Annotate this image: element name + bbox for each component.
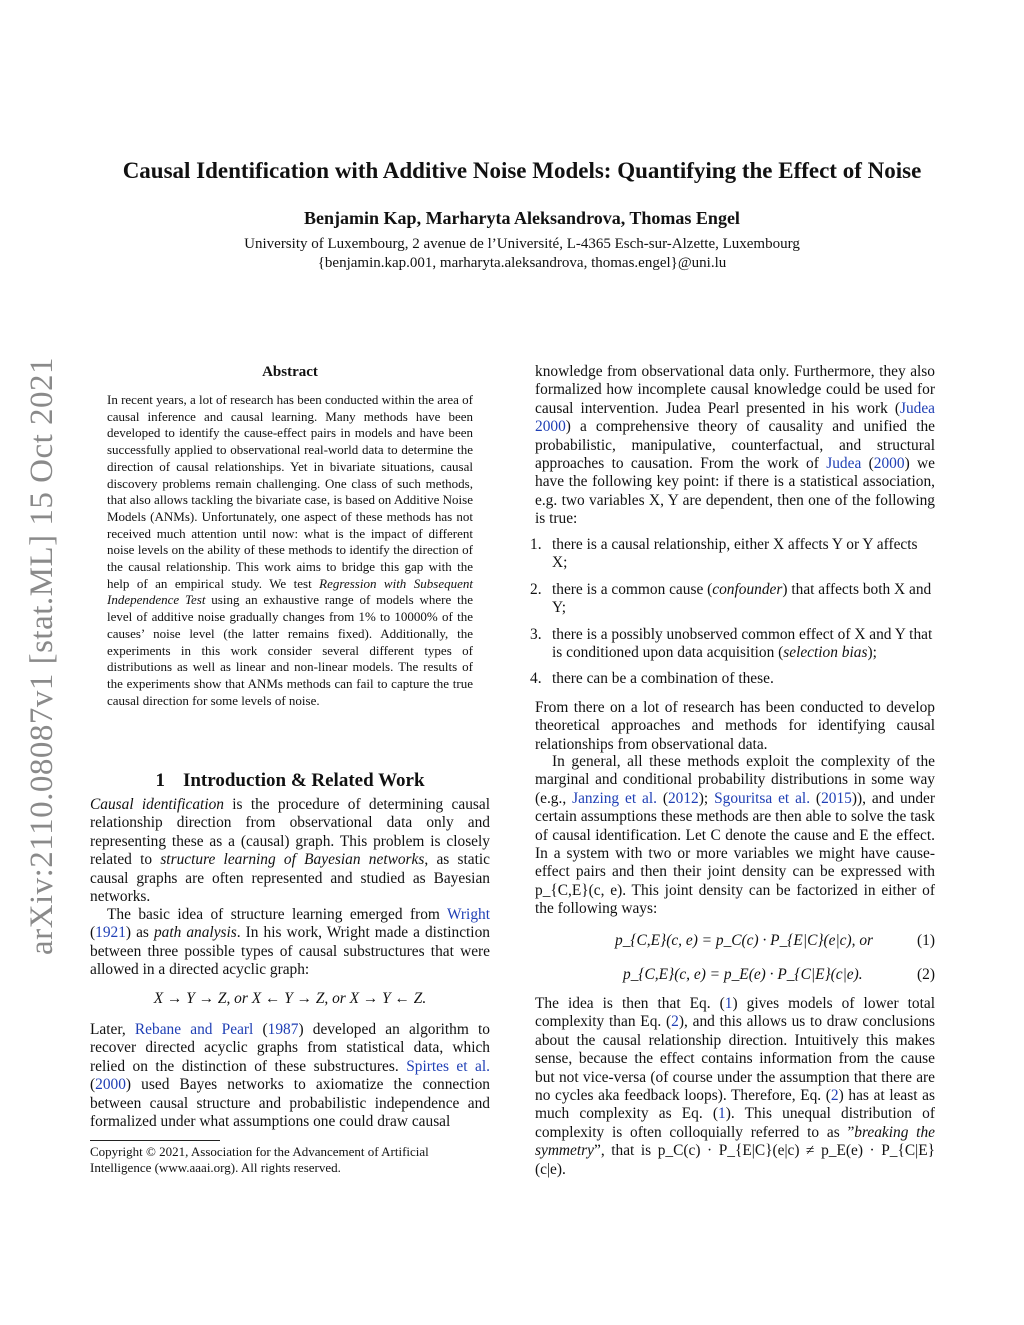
citation-year-link[interactable]: 2012 — [667, 789, 699, 807]
conditions-list — [530, 536, 935, 697]
intro-paragraph-1: Causal identification is the procedure of determining causal relationship direction from observational data only and representing these as a (causal) graph. This problem is closely related to structure learning of Bayesian networks, as static causal graphs are often represented and studied as Bayesian networks. — [90, 796, 490, 906]
copyright-footnote: Copyright © 2021, Association for the Advancement of Artificial Intelligence (www.aaai.org). All rights reserved. — [90, 1144, 429, 1175]
right-paragraph-4: The idea is then that Eq. (1) gives models of lower total complexity than Eq. (2), and this allows us to draw conclusions about the causal relationship direction. Intuitively this makes sense, because the effect contains information from the cause but not vice-versa (of course under the assumption that there are no cycles aka feedback loops). Therefore, Eq. (2) has at least as much complexity as Eq. (1). This unequal distribution of complexity is often colloquially referred to as ”breaking the symmetry”, that is p_C(c) · P_{E|C}(e|c) ≠ p_E(e) · P_{C|E}(c|e). — [535, 995, 936, 1178]
section-number: 1 — [155, 770, 165, 791]
citation-link[interactable]: Judea — [826, 455, 862, 473]
intro-paragraph-2: The basic idea of structure learning emerged from Wright (1921) as path analysis. In his work, Wright made a distinction between three possible types of causal substructures that were allowed in a directed acyclic graph: — [90, 906, 490, 979]
list-item: 1. there is a causal relationship, either X affects Y or Y affects X; — [530, 536, 918, 572]
citation-link[interactable]: Judea 2000 — [535, 399, 935, 436]
equation-2-number: (2) — [917, 966, 935, 983]
equation-1-number: (1) — [917, 932, 935, 949]
list-item: 4. there can be a combination of these. — [530, 670, 774, 688]
right-paragraph-2: From there on a lot of research has been conducted to develop theoretical approaches and methods for identifying causal relationships from observational data. — [535, 699, 935, 753]
citation-link[interactable]: Spirtes et al. — [406, 1057, 490, 1075]
equation-ref-link[interactable]: 1 — [724, 995, 733, 1012]
equation-ref-link[interactable]: 2 — [830, 1087, 839, 1105]
author-emails: {benjamin.kap.001, marharyta.aleksandrova, thomas.engel}@uni.lu — [317, 255, 727, 271]
citation-link[interactable]: Janzing et al. — [572, 789, 657, 807]
equation-ref-link[interactable]: 2 — [671, 1013, 679, 1031]
right-paragraph-3: In general, all these methods exploit the complexity of the marginal and conditional probability distributions in some way (e.g., Janzing et al. (2012); Sgouritsa et al. (2015)), and under certain assumptions these methods are then able to solve the task of causal identification. Let C denote the cause and E the effect. In a system with two or more variables we might have cause-effect pairs and then their joint density can be expressed with p_{C,E}(c, e). This joint density can be factorized in either of the following ways: — [535, 753, 935, 918]
citation-year-link[interactable]: 1987 — [267, 1021, 299, 1038]
section-heading — [90, 770, 490, 792]
abstract-text: In recent years, a lot of research has been conducted within the area of causal inference and causal learning. Many methods have been developed to identify the cause-effect pairs in models and have been successfully applied to observational real-world data to determine the direction of causal relationships. Yet in bivariate situations, causal discovery problems remain challenging. One class of such methods, that also allows tackling the bivariate case, is based on Additive Noise Models (ANMs). Unfortunately, one aspect of these methods has not received much attention until now: what is the impact of different noise levels on the ability of these methods to identify the direction of the causal relationship. This work aims to bridge this gap with the help of an empirical study. We test Regression with Subsequent Independence Test using an exhaustive range of models where the level of additive noise gradually changes from 1% to 10000% of the causes’ noise level (the latter remains fixed). Additionally, the experiments in this work consider several different types of distributions as well as linear and non-linear models. The results of the experiments show that ANMs methods can fail to capture the true causal direction for some levels of noise. — [107, 392, 473, 708]
substructures-equation: X → Y → Z, or X ← Y → Z, or X → Y ← Z. — [153, 990, 427, 1007]
citation-year-link[interactable]: 2000 — [873, 455, 905, 473]
citation-link[interactable]: Rebane and Pearl — [134, 1021, 254, 1038]
citation-link[interactable]: Sgouritsa et al. — [714, 789, 811, 807]
citation-year-link[interactable]: 2000 — [95, 1076, 126, 1094]
equation-2-expression: p_{C,E}(c, e) = p_E(e) · P_{C|E}(c|e). — [623, 966, 863, 983]
citation-year-link[interactable]: 2015 — [821, 789, 852, 807]
list-item: 2. there is a common cause (confounder) that affects both X and Y; — [530, 580, 932, 617]
arxiv-side-stamp: arXiv:2110.08087v1 [stat.ML] 15 Oct 2021 — [24, 356, 60, 955]
section-title: Introduction & Related Work — [182, 770, 425, 791]
affiliation: University of Luxembourg, 2 avenue de l’Université, L-4365 Esch-sur-Alzette, Luxembourg — [244, 236, 800, 252]
footnote-divider — [90, 1140, 220, 1141]
intro-paragraph-3: Later, Rebane and Pearl (1987) developed an algorithm to recover directed acyclic graphs from statistical data, which relied on the distinction of these substructures. Spirtes et al. (2000) used Bayes networks to axiomatize the connection between causal structure and probabilistic independence and formalized under what assumptions one could draw causal — [90, 1021, 490, 1131]
abstract-heading: Abstract — [262, 364, 318, 380]
list-item: 3. there is a possibly unobserved common effect of X and Y that is conditioned upon data acquisition (selection bias); — [530, 625, 933, 662]
citation-link[interactable]: Wright — [447, 906, 490, 923]
equation-1-expression: p_{C,E}(c, e) = p_C(c) · P_{E|C}(e|c), or — [615, 932, 874, 949]
citation-year-link[interactable]: 1921 — [95, 924, 126, 942]
affiliation-block — [60, 235, 984, 273]
paper-title: Causal Identification with Additive Noise Models: Quantifying the Effect of Noise — [122, 158, 922, 183]
right-paragraph-1: knowledge from observational data only. Furthermore, they also formalized how incomplete causal knowledge could be used for causal intervention. Judea Pearl presented in his work (Judea 2000) a comprehensive theory of causality and unified the probabilistic, manipulative, counterfactual, and structural approaches to causation. From the work of Judea (2000) we have the following key point: if there is a statistical association, e.g. two variables X, Y are dependent, then one of the following is true: — [535, 363, 936, 528]
equation-ref-link[interactable]: 1 — [718, 1105, 726, 1123]
paper-authors: Benjamin Kap, Marharyta Aleksandrova, Thomas Engel — [304, 208, 740, 228]
